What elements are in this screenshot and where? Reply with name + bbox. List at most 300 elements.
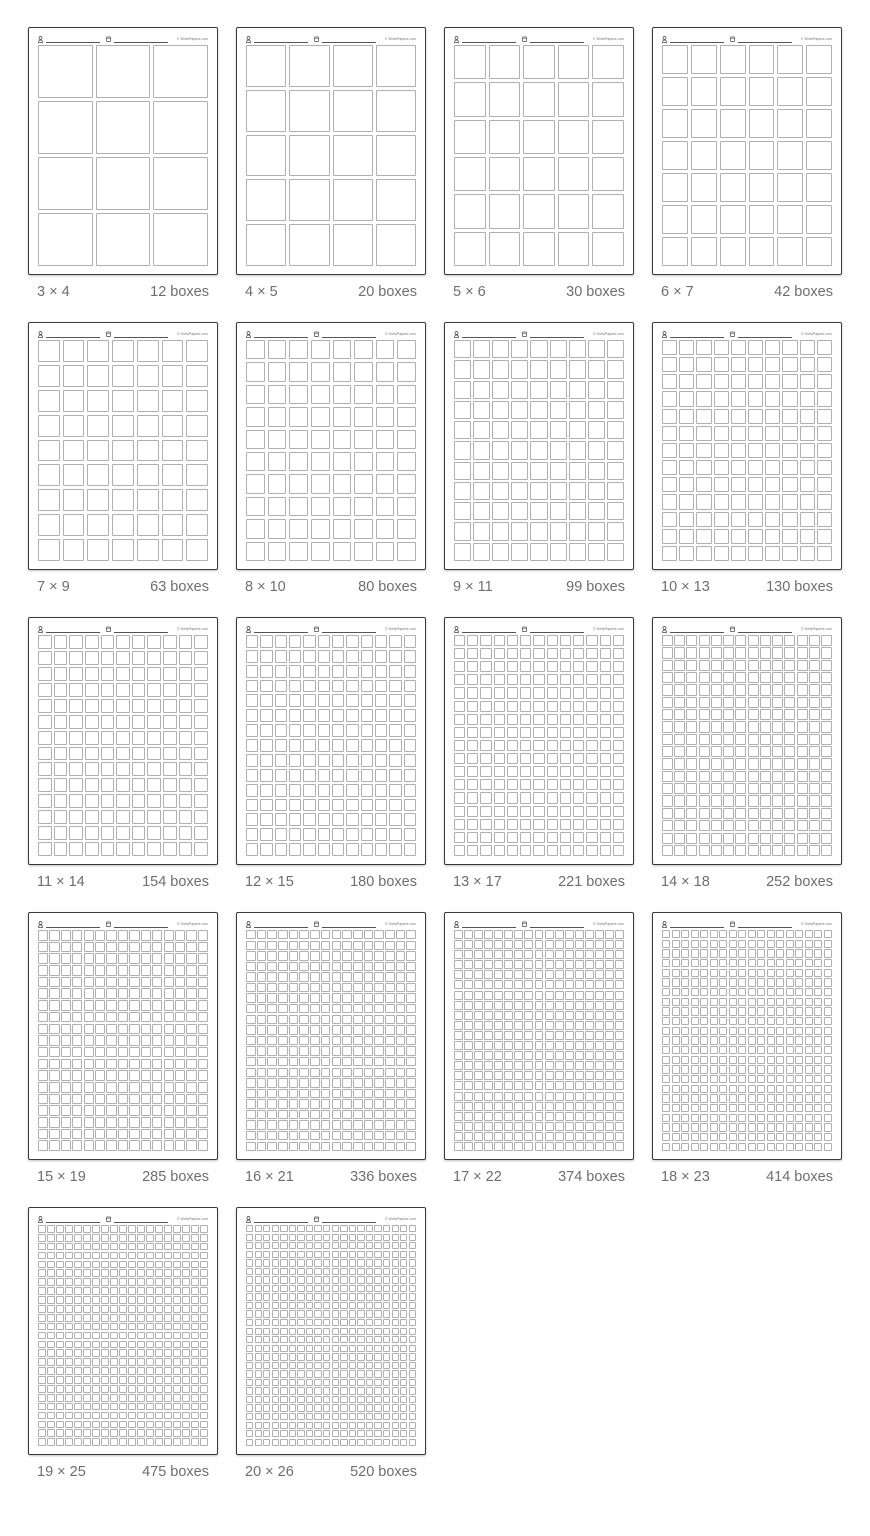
- box: [333, 430, 352, 449]
- box: [375, 739, 387, 752]
- site-credit: © WritePapers.com: [800, 922, 832, 926]
- box: [357, 1345, 364, 1352]
- box: [406, 1025, 416, 1034]
- box: [492, 381, 509, 399]
- box: [686, 709, 697, 720]
- box: [333, 542, 352, 561]
- box: [588, 543, 605, 561]
- template-card[interactable]: [28, 912, 218, 1192]
- box: [797, 647, 808, 658]
- box: [575, 950, 584, 959]
- box: [723, 684, 734, 695]
- box: [332, 930, 342, 939]
- box: [374, 962, 384, 971]
- box: [700, 1123, 708, 1131]
- box: [814, 930, 822, 938]
- box: [467, 819, 478, 830]
- box: [306, 1404, 313, 1411]
- box: [65, 1358, 73, 1366]
- box: [85, 794, 99, 808]
- box: [366, 1387, 373, 1394]
- box: [691, 1133, 699, 1141]
- box: [49, 953, 59, 964]
- template-card[interactable]: [444, 912, 634, 1192]
- box: [65, 1234, 73, 1242]
- box: [38, 988, 48, 999]
- box: [314, 1319, 321, 1326]
- box: [700, 1075, 708, 1083]
- box: [605, 1092, 614, 1101]
- box: [323, 1319, 330, 1326]
- box: [200, 1287, 208, 1295]
- box: [323, 1413, 330, 1420]
- box: [824, 1133, 832, 1141]
- box: [332, 1310, 339, 1317]
- box: [748, 374, 763, 389]
- box: [782, 546, 797, 561]
- box: [289, 1259, 296, 1266]
- box: [757, 969, 765, 977]
- box: [679, 426, 694, 441]
- box: [155, 1421, 163, 1429]
- template-card[interactable]: [444, 617, 634, 897]
- template-caption: [245, 1463, 417, 1481]
- box: [782, 443, 797, 458]
- box: [332, 1285, 339, 1292]
- box: [83, 1269, 91, 1277]
- box: [310, 962, 320, 971]
- template-preview[interactable]: [236, 1207, 426, 1455]
- box: [164, 1394, 172, 1402]
- box: [74, 1296, 82, 1304]
- box: [260, 843, 272, 856]
- box: [814, 988, 822, 996]
- box: [672, 1094, 680, 1102]
- box: [267, 1120, 277, 1129]
- box: [128, 1305, 136, 1313]
- box: [710, 1027, 718, 1035]
- box: [772, 758, 783, 769]
- box: [87, 489, 109, 511]
- box: [119, 1269, 127, 1277]
- box: [299, 1131, 309, 1140]
- box: [821, 758, 832, 769]
- box: [524, 1021, 533, 1030]
- box: [686, 771, 697, 782]
- box-grid: [662, 930, 832, 1151]
- box: [784, 758, 795, 769]
- template-card[interactable]: [444, 27, 634, 307]
- box: [354, 407, 373, 426]
- box: [530, 340, 547, 358]
- box: [480, 714, 491, 725]
- box: [700, 930, 708, 938]
- box: [255, 1319, 262, 1326]
- box: [118, 1035, 128, 1046]
- template-card[interactable]: [652, 617, 842, 897]
- box: [777, 109, 803, 138]
- box: [454, 45, 486, 79]
- box: [321, 1131, 331, 1140]
- site-credit: © WritePapers.com: [592, 922, 624, 926]
- box: [514, 1102, 523, 1111]
- box: [786, 988, 794, 996]
- box: [110, 1385, 118, 1393]
- template-preview[interactable]: [236, 912, 426, 1160]
- box: [246, 1396, 253, 1403]
- box: [346, 828, 358, 841]
- box: [674, 635, 685, 646]
- box: [84, 1129, 94, 1140]
- box: [392, 1370, 399, 1377]
- template-preview[interactable]: [236, 322, 426, 570]
- box: [255, 1285, 262, 1292]
- box: [760, 721, 771, 732]
- box: [507, 648, 518, 659]
- box: [110, 1429, 118, 1437]
- box: [289, 1362, 296, 1369]
- box: [112, 489, 134, 511]
- box: [760, 820, 771, 831]
- box-count: 20 boxes: [358, 284, 417, 300]
- template-preview[interactable]: [652, 27, 842, 275]
- box: [464, 1112, 473, 1121]
- box: [74, 1269, 82, 1277]
- box: [696, 512, 711, 527]
- template-card[interactable]: [652, 912, 842, 1192]
- box: [152, 1000, 162, 1011]
- box: [615, 1051, 624, 1060]
- site-credit: © WritePapers.com: [384, 627, 416, 631]
- box: [507, 674, 518, 685]
- box: [748, 1123, 756, 1131]
- box: [333, 519, 352, 538]
- box: [179, 731, 193, 745]
- box: [332, 709, 344, 722]
- template-preview[interactable]: [444, 912, 634, 1160]
- template-card[interactable]: [236, 322, 426, 602]
- box: [595, 940, 604, 949]
- box: [101, 1367, 109, 1375]
- box: [748, 1017, 756, 1025]
- box: [340, 1302, 347, 1309]
- box: [772, 734, 783, 745]
- box: [38, 1000, 48, 1011]
- box: [179, 635, 193, 649]
- box: [318, 754, 330, 767]
- template-card[interactable]: [236, 1207, 426, 1487]
- box: [278, 1036, 288, 1045]
- box: [173, 1225, 181, 1233]
- box: [784, 746, 795, 757]
- box: [349, 1396, 356, 1403]
- box: [710, 1123, 718, 1131]
- box: [357, 1404, 364, 1411]
- box: [473, 401, 490, 419]
- box: [72, 1059, 82, 1070]
- box: [246, 1319, 253, 1326]
- box: [268, 430, 287, 449]
- grid-dimensions: 13 × 17: [453, 874, 502, 890]
- template-card[interactable]: [28, 322, 218, 602]
- box: [106, 1070, 116, 1081]
- box: [306, 1328, 313, 1335]
- box: [782, 529, 797, 544]
- template-preview[interactable]: [444, 322, 634, 570]
- template-card[interactable]: [444, 322, 634, 602]
- box: [69, 778, 83, 792]
- box: [191, 1394, 199, 1402]
- box: [332, 1362, 339, 1369]
- box: [306, 1370, 313, 1377]
- box: [191, 1385, 199, 1393]
- template-preview[interactable]: [652, 912, 842, 1160]
- box: [246, 1310, 253, 1317]
- box: [92, 1429, 100, 1437]
- box: [520, 832, 531, 843]
- box: [375, 784, 387, 797]
- box: [686, 820, 697, 831]
- box: [186, 440, 208, 462]
- box: [267, 1131, 277, 1140]
- box: [374, 972, 384, 981]
- box: [767, 1027, 775, 1035]
- box: [524, 1061, 533, 1070]
- box: [106, 942, 116, 953]
- box: [385, 951, 395, 960]
- box: [323, 1242, 330, 1249]
- box: [524, 1001, 533, 1010]
- box: [480, 674, 491, 685]
- box: [263, 1242, 270, 1249]
- box: [772, 795, 783, 806]
- box: [767, 1085, 775, 1093]
- box: [182, 1296, 190, 1304]
- template-preview[interactable]: [652, 617, 842, 865]
- box: [342, 962, 352, 971]
- box: [385, 1078, 395, 1087]
- box: [175, 1047, 185, 1058]
- box: [340, 1379, 347, 1386]
- box: [321, 983, 331, 992]
- template-preview[interactable]: [236, 27, 426, 275]
- box: [797, 734, 808, 745]
- box: [484, 1071, 493, 1080]
- box: [263, 1430, 270, 1437]
- box: [65, 1341, 73, 1349]
- box: [92, 1305, 100, 1313]
- box: [364, 1110, 374, 1119]
- box: [374, 930, 384, 939]
- box: [474, 991, 483, 1000]
- template-card[interactable]: [652, 27, 842, 307]
- box: [545, 940, 554, 949]
- template-caption: [245, 873, 417, 891]
- box: [47, 1367, 55, 1375]
- box: [332, 1142, 342, 1151]
- template-card[interactable]: [28, 617, 218, 897]
- box: [198, 977, 208, 988]
- box: [164, 1385, 172, 1393]
- box: [141, 1059, 151, 1070]
- box: [776, 1007, 784, 1015]
- template-card[interactable]: [236, 912, 426, 1192]
- box: [575, 1071, 584, 1080]
- box: [573, 819, 584, 830]
- box: [85, 810, 99, 824]
- box: [777, 205, 803, 234]
- date-line: [114, 42, 168, 43]
- box: [346, 724, 358, 737]
- box: [164, 1225, 172, 1233]
- box: [809, 647, 820, 658]
- box: [767, 1104, 775, 1112]
- box: [321, 993, 331, 1002]
- template-preview[interactable]: [28, 27, 218, 275]
- box: [246, 179, 286, 221]
- box: [95, 1024, 105, 1035]
- box: [74, 1429, 82, 1437]
- box: [406, 1036, 416, 1045]
- box: [272, 1336, 279, 1343]
- box: [141, 1129, 151, 1140]
- template-preview[interactable]: [28, 617, 218, 865]
- box: [366, 1379, 373, 1386]
- box: [361, 680, 373, 693]
- box: [65, 1305, 73, 1313]
- box: [63, 539, 85, 561]
- box: [289, 1404, 296, 1411]
- grid-dimensions: 3 × 4: [37, 284, 70, 300]
- box: [615, 930, 624, 939]
- box: [278, 983, 288, 992]
- template-preview[interactable]: [236, 617, 426, 865]
- box: [299, 1078, 309, 1087]
- template-preview[interactable]: [28, 912, 218, 1160]
- box: [92, 1349, 100, 1357]
- box: [383, 1319, 390, 1326]
- box: [137, 1269, 145, 1277]
- box: [173, 1234, 181, 1242]
- box: [524, 960, 533, 969]
- box: [772, 721, 783, 732]
- box: [275, 650, 287, 663]
- box: [786, 1094, 794, 1102]
- box: [662, 357, 677, 372]
- box: [735, 795, 746, 806]
- box: [332, 1120, 342, 1129]
- template-card[interactable]: [236, 617, 426, 897]
- box: [605, 1031, 614, 1040]
- box: [374, 1025, 384, 1034]
- box: [809, 820, 820, 831]
- box: [255, 1310, 262, 1317]
- box: [748, 783, 759, 794]
- box: [191, 1252, 199, 1260]
- box: [38, 1012, 48, 1023]
- box: [186, 1024, 196, 1035]
- box: [585, 1011, 594, 1020]
- box: [396, 983, 406, 992]
- box: [333, 224, 373, 266]
- box: [87, 464, 109, 486]
- box: [464, 1092, 473, 1101]
- box: [809, 783, 820, 794]
- box: [191, 1412, 199, 1420]
- box: [615, 1061, 624, 1070]
- box: [257, 941, 267, 950]
- box: [786, 1007, 794, 1015]
- box: [332, 1268, 339, 1275]
- box: [147, 794, 161, 808]
- box: [805, 1094, 813, 1102]
- box: [116, 747, 130, 761]
- template-preview[interactable]: [444, 617, 634, 865]
- box: [87, 539, 109, 561]
- template-preview[interactable]: [652, 322, 842, 570]
- box: [191, 1278, 199, 1286]
- box: [38, 842, 52, 856]
- box: [821, 746, 832, 757]
- box: [679, 546, 694, 561]
- template-card[interactable]: [236, 27, 426, 307]
- box: [714, 460, 729, 475]
- box: [342, 993, 352, 1002]
- box-grid: [38, 340, 208, 561]
- box: [492, 522, 509, 540]
- box: [198, 1012, 208, 1023]
- box: [389, 680, 401, 693]
- box: [38, 213, 93, 266]
- box: [748, 758, 759, 769]
- box: [366, 1310, 373, 1317]
- box: [454, 1092, 463, 1101]
- box: [489, 120, 521, 154]
- template-card[interactable]: [652, 322, 842, 602]
- box: [586, 701, 597, 712]
- box: [246, 385, 265, 404]
- box: [128, 1358, 136, 1366]
- box: [72, 1117, 82, 1128]
- template-card[interactable]: [28, 27, 218, 307]
- template-preview[interactable]: [28, 322, 218, 570]
- box: [821, 672, 832, 683]
- box: [760, 684, 771, 695]
- box: [38, 1024, 48, 1035]
- template-preview[interactable]: [28, 1207, 218, 1455]
- box: [69, 731, 83, 745]
- box: [164, 1261, 172, 1269]
- box: [824, 940, 832, 948]
- box: [47, 1261, 55, 1269]
- template-card[interactable]: [28, 1207, 218, 1487]
- box: [306, 1259, 313, 1266]
- box: [821, 795, 832, 806]
- box: [480, 687, 491, 698]
- box: [72, 1129, 82, 1140]
- box: [297, 1396, 304, 1403]
- box: [137, 415, 159, 437]
- box: [585, 1041, 594, 1050]
- box: [776, 1094, 784, 1102]
- box: [767, 1075, 775, 1083]
- box: [314, 1345, 321, 1352]
- box: [56, 1376, 64, 1384]
- box: [278, 1142, 288, 1151]
- template-preview[interactable]: [444, 27, 634, 275]
- box: [560, 648, 571, 659]
- box: [47, 1341, 55, 1349]
